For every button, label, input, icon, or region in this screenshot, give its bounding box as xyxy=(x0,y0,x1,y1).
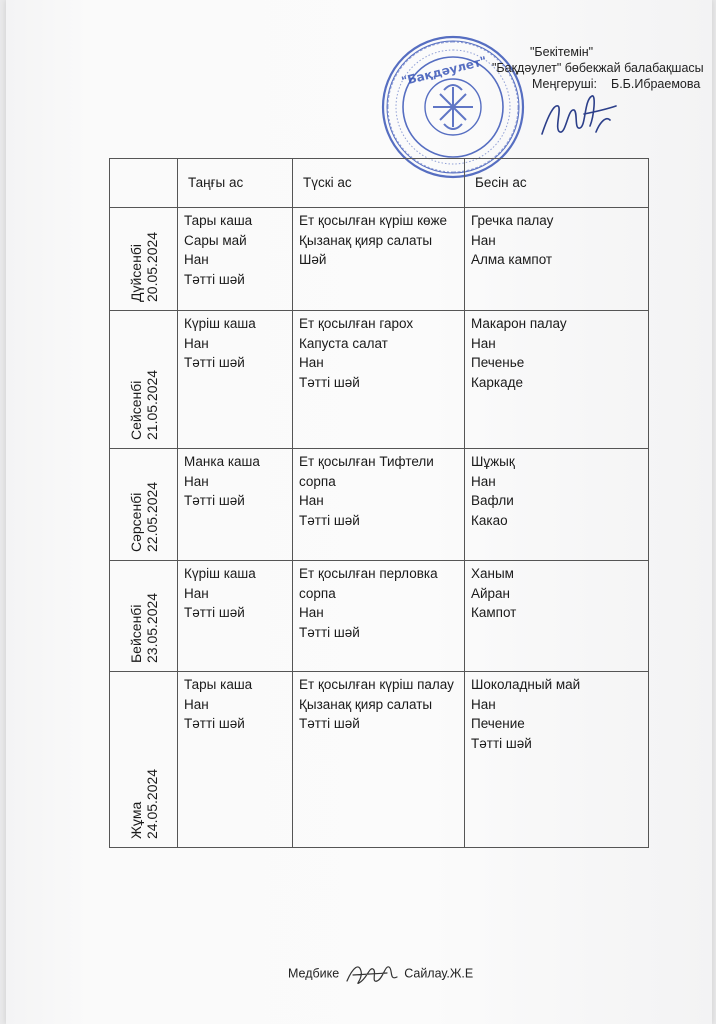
menu-item: Тәтті шәй xyxy=(299,716,360,731)
menu-item: Нан xyxy=(471,335,496,351)
menu-item: Тәтті шәй xyxy=(184,493,245,508)
menu-item: Шоколадный май xyxy=(471,677,581,692)
menu-item: Тары каша xyxy=(184,677,253,692)
breakfast-cell xyxy=(178,208,293,311)
header-snack: Бесін ас xyxy=(465,159,649,208)
menu-item: Ет қосылған күріш палау xyxy=(299,677,454,692)
menu-item: Вафли xyxy=(471,493,514,508)
day-name: Жұма xyxy=(127,801,144,839)
menu-item: Айран xyxy=(471,585,511,601)
day-date: 24.05.2024 xyxy=(143,768,160,839)
menu-item: Ет қосылған күріш көже xyxy=(299,213,448,228)
day-name: Сәрсенбі xyxy=(127,492,144,552)
day-date: 20.05.2024 xyxy=(143,231,160,302)
day-cell xyxy=(110,208,178,311)
menu-item: Тәтті шәй xyxy=(184,716,245,731)
breakfast-cell xyxy=(178,311,293,449)
menu-item: Печение xyxy=(471,716,525,731)
snack-cell xyxy=(465,311,649,449)
lunch-cell xyxy=(293,672,465,848)
table-row xyxy=(110,449,649,561)
day-date: 23.05.2024 xyxy=(143,592,160,663)
day-name: Дүйсенбі xyxy=(127,244,144,302)
header-breakfast: Таңғы ас xyxy=(178,159,293,208)
snack-cell xyxy=(465,449,649,561)
lunch-cell xyxy=(293,561,465,672)
nurse-name: Сайлау.Ж.Е xyxy=(404,966,474,981)
menu-item: Тары каша xyxy=(184,213,253,228)
header-lunch: Түскі ас xyxy=(293,159,465,208)
header-day xyxy=(110,159,178,208)
menu-item: Нан xyxy=(299,605,324,620)
menu-item: Нан xyxy=(184,252,209,267)
snack-cell xyxy=(465,561,649,672)
menu-item: Каркаде xyxy=(471,374,523,390)
menu-item: Нан xyxy=(299,493,324,508)
snack-cell xyxy=(465,672,649,848)
menu-item: Нан xyxy=(471,696,496,712)
day-cell xyxy=(110,311,178,449)
day-cell xyxy=(110,672,178,848)
menu-item: Қызанақ қияр салаты xyxy=(299,232,433,248)
menu-item: Кампот xyxy=(471,605,517,620)
menu-item: Қызанақ қияр салаты xyxy=(299,696,433,712)
menu-item: Тәтті шәй xyxy=(184,355,245,370)
table-row xyxy=(110,208,649,311)
menu-item: Тәтті шәй xyxy=(299,512,360,528)
nurse-signature xyxy=(343,959,401,989)
menu-item: Нан xyxy=(184,585,209,601)
nurse-signature-line xyxy=(288,959,473,989)
approval-role: Меңгеруші: xyxy=(532,77,597,91)
menu-item: Нан xyxy=(471,232,496,248)
menu-item: Күріш каша xyxy=(184,566,256,581)
nurse-role: Медбике xyxy=(288,966,340,981)
menu-item: Шәй xyxy=(299,252,327,267)
table-header-row xyxy=(110,159,649,208)
day-date: 21.05.2024 xyxy=(143,369,160,440)
approval-block xyxy=(492,44,712,92)
menu-item: Манка каша xyxy=(184,454,260,469)
menu-item: Алма кампот xyxy=(471,252,553,267)
menu-item: Макарон палау xyxy=(471,316,567,331)
day-cell xyxy=(110,561,178,672)
day-cell xyxy=(110,449,178,561)
menu-table xyxy=(109,158,649,848)
menu-item: Нан xyxy=(471,473,496,489)
menu-item: Нан xyxy=(184,696,209,712)
menu-item: Ет қосылған Тифтели сорпа xyxy=(299,454,434,489)
menu-item: Тәтті шәй xyxy=(299,374,360,390)
head-signature xyxy=(534,86,624,146)
document-page xyxy=(6,0,712,1024)
menu-item: Ет қосылған перловка сорпа xyxy=(299,566,438,601)
menu-item: Нан xyxy=(184,473,209,489)
snack-cell xyxy=(465,208,649,311)
menu-item: Ет қосылған гарох xyxy=(299,316,414,331)
day-name: Бейсенбі xyxy=(127,604,144,663)
menu-item: Тәтті шәй xyxy=(184,605,245,620)
table-row xyxy=(110,561,649,672)
menu-item: Нан xyxy=(299,355,324,370)
menu-item: Нан xyxy=(184,335,209,351)
table-row xyxy=(110,672,649,848)
menu-item: Печенье xyxy=(471,355,525,370)
menu-item: Тәтті шәй xyxy=(471,735,532,751)
breakfast-cell xyxy=(178,449,293,561)
table-row xyxy=(110,311,649,449)
approval-organization: "Бақдәулет" бөбекжай балабақшасы xyxy=(492,61,704,75)
menu-item: Гречка палау xyxy=(471,213,554,228)
approval-name: Б.Б.Ибраемова xyxy=(610,77,701,91)
menu-item: Шұжық xyxy=(471,454,515,469)
menu-item: Капуста салат xyxy=(299,335,388,351)
lunch-cell xyxy=(293,449,465,561)
approval-title: "Бекітемін" xyxy=(530,45,594,59)
menu-item: Сары май xyxy=(184,232,247,248)
day-name: Сейсенбі xyxy=(127,380,144,440)
menu-item: Тәтті шәй xyxy=(299,624,360,640)
lunch-cell xyxy=(293,208,465,311)
menu-item: Какао xyxy=(471,512,508,528)
menu-item: Тәтті шәй xyxy=(184,271,245,287)
menu-item: Ханым xyxy=(471,566,514,581)
day-date: 22.05.2024 xyxy=(143,481,160,552)
breakfast-cell xyxy=(178,672,293,848)
stamp-text: "Бақдәулет" xyxy=(399,53,489,89)
menu-item: Күріш каша xyxy=(184,316,256,331)
lunch-cell xyxy=(293,311,465,449)
breakfast-cell xyxy=(178,561,293,672)
